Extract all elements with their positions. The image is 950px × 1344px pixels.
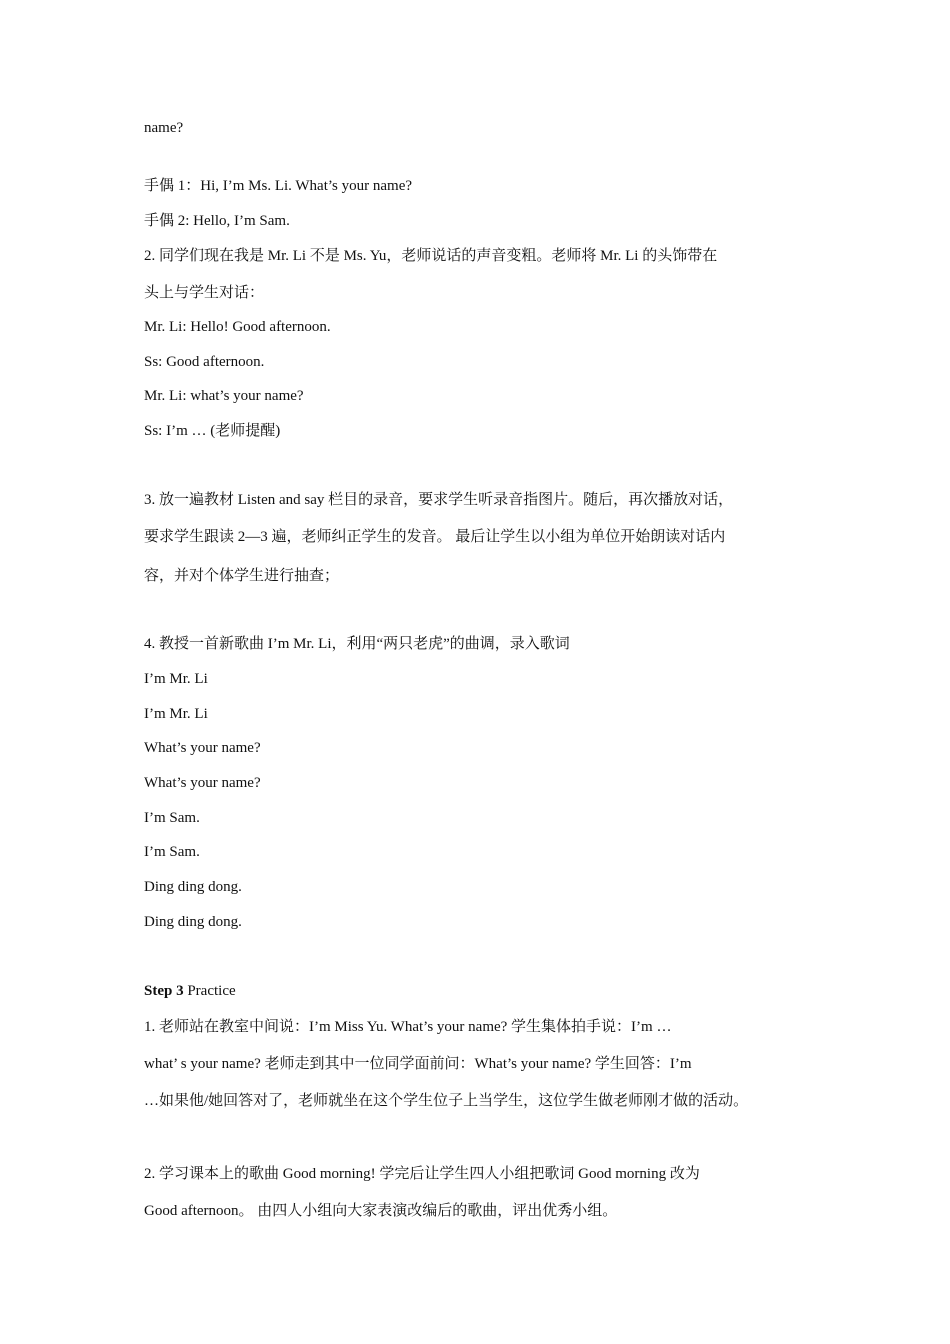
text-line: …如果他/她回答对了，老师就坐在这个学生位子上当学生，这位学生做老师刚才做的活动。 xyxy=(144,1093,749,1109)
text-line: Mr. Li: Hello! Good afternoon. xyxy=(144,319,331,335)
text-line: 2. 学习课本上的歌曲 Good morning! 学完后让学生四人小组把歌词 Good morning 改为 xyxy=(144,1166,700,1182)
text-line: 手偶 2: Hello, I’m Sam. xyxy=(144,213,290,229)
text-line: Mr. Li: what’s your name? xyxy=(144,388,304,404)
text-line: Ss: I’m … (老师提醒) xyxy=(144,423,281,439)
text-line: name? xyxy=(144,120,184,136)
step-title: Practice xyxy=(187,983,236,999)
text-line: What’s your name? xyxy=(144,775,261,791)
text-line: Ss: Good afternoon. xyxy=(144,354,265,370)
text-line: 容，并对个体学生进行抽查； xyxy=(144,568,340,584)
text-line: Good afternoon。 由四人小组向大家表演改编后的歌曲，评出优秀小组。 xyxy=(144,1203,618,1219)
section-heading-step-3 xyxy=(144,981,236,1001)
text-line: 2. 同学们现在我是 Mr. Li 不是 Ms. Yu，老师说话的声音变粗。老师将 Mr. Li 的头饰带在 xyxy=(144,248,718,264)
text-line: What’s your name? xyxy=(144,740,261,756)
text-line: 1. 老师站在教室中间说：I’m Miss Yu. What’s your name? 学生集体拍手说：I’m … xyxy=(144,1019,672,1035)
text-line: 头上与学生对话： xyxy=(144,285,265,301)
text-line: 要求学生跟读 2—3 遍，老师纠正学生的发音。 最后让学生以小组为单位开始朗读对话内 xyxy=(144,529,726,545)
text-line: 手偶 1：Hi, I’m Ms. Li. What’s your name? xyxy=(144,178,413,194)
text-line: what’ s your name? 老师走到其中一位同学面前问：What’s your name? 学生回答：I’m xyxy=(144,1056,692,1072)
text-line: Ding ding dong. xyxy=(144,914,242,930)
text-line: I’m Mr. Li xyxy=(144,706,208,722)
text-line: Ding ding dong. xyxy=(144,879,242,895)
text-line: I’m Mr. Li xyxy=(144,671,208,687)
text-line: 4. 教授一首新歌曲 I’m Mr. Li，利用“两只老虎”的曲调，录入歌词 xyxy=(144,636,570,652)
step-label: Step 3 xyxy=(144,983,184,999)
text-line: I’m Sam. xyxy=(144,844,200,860)
text-line: 3. 放一遍教材 Listen and say 栏目的录音，要求学生听录音指图片。随后，再次播放对话， xyxy=(144,492,734,508)
text-line: I’m Sam. xyxy=(144,810,200,826)
